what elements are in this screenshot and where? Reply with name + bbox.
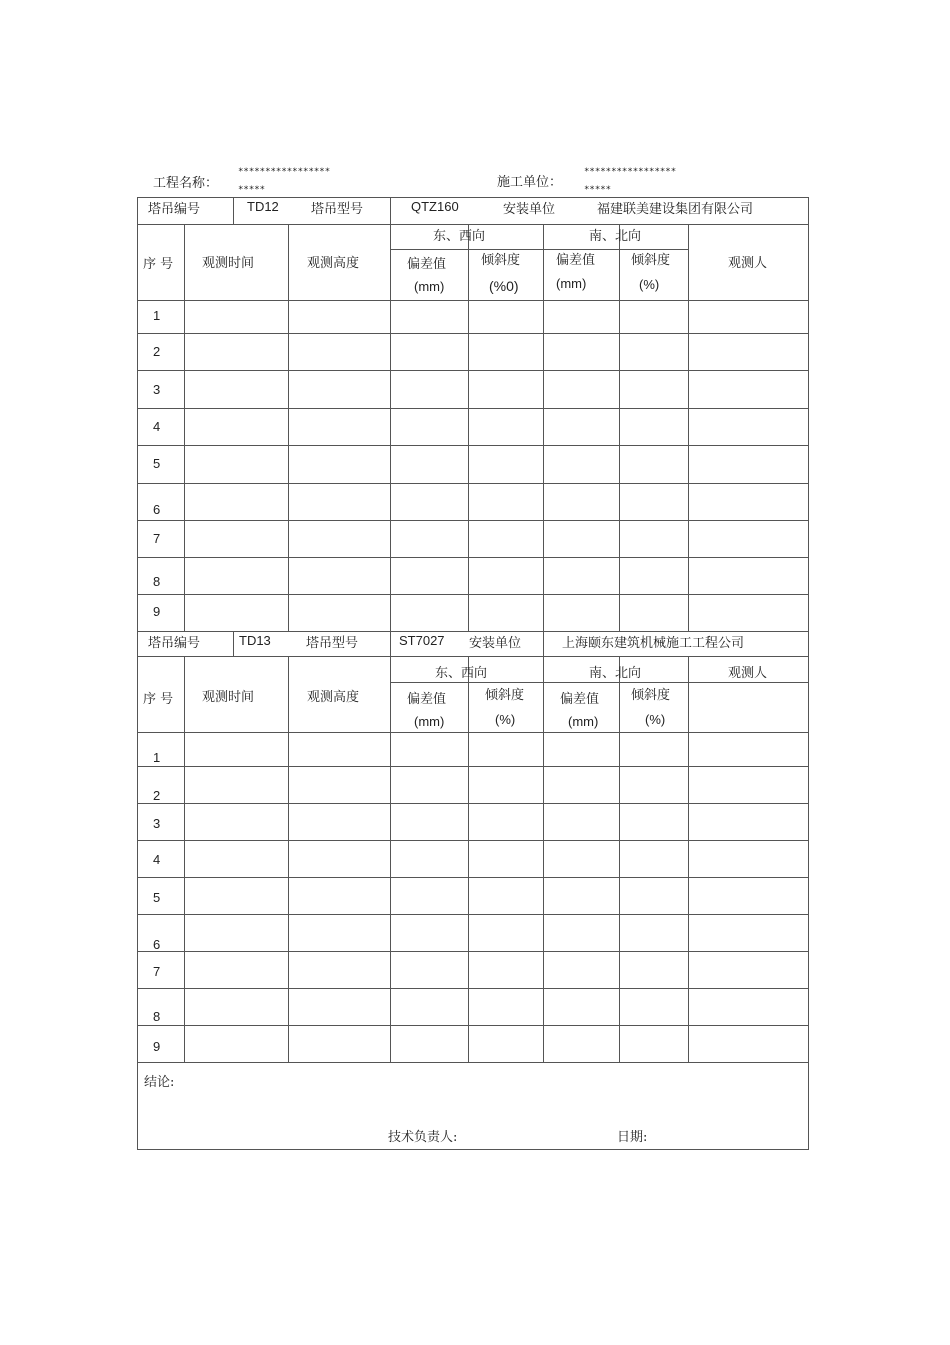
table-rule: [233, 631, 234, 656]
observer-header: 观测人: [728, 666, 768, 681]
crane-id-value: TD13: [239, 633, 271, 648]
table-rule: [233, 197, 234, 224]
ew-tilt-header: 倾斜度: [485, 688, 525, 703]
row-number: 5: [153, 456, 161, 471]
ns-deviation-header: 偏差值: [556, 253, 596, 268]
col-height-header: 观测高度: [307, 256, 360, 271]
table-rule: [137, 1149, 809, 1150]
row-number: 1: [153, 750, 161, 765]
col-height-header: 观测高度: [307, 690, 360, 705]
observer-header: 观测人: [728, 256, 768, 271]
installer-value: 福建联美建设集团有限公司: [597, 202, 754, 217]
table-rule: [137, 988, 809, 989]
table-rule: [137, 594, 809, 595]
row-number: 8: [153, 574, 161, 589]
table-rule: [137, 1025, 809, 1026]
ew-deviation-unit: (mm): [414, 279, 445, 294]
crane-model-label: 塔吊型号: [311, 202, 364, 217]
ew-tilt-unit: (%): [495, 712, 516, 727]
ns-deviation-header: 偏差值: [560, 692, 600, 707]
ew-deviation-header: 偏差值: [407, 692, 447, 707]
row-number: 2: [153, 788, 161, 803]
ns-deviation-unit: (mm): [556, 276, 587, 291]
table-rule: [137, 914, 809, 915]
table-rule: [137, 408, 809, 409]
ns-direction-header: 南、北向: [589, 229, 642, 244]
row-number: 4: [153, 852, 161, 867]
project-name-label: 工程名称：: [153, 176, 219, 191]
contractor-value: *****************: [584, 167, 677, 177]
ns-direction-header: 南、北向: [589, 666, 642, 681]
table-rule: [137, 520, 809, 521]
row-number: 6: [153, 502, 161, 517]
date-label: 日期:: [617, 1130, 648, 1145]
table-rule: [137, 300, 809, 301]
col-seq-header: 序 号: [143, 692, 174, 707]
row-number: 5: [153, 890, 161, 905]
ew-deviation-header: 偏差值: [407, 257, 447, 272]
table-rule: [543, 656, 544, 1062]
installer-label: 安装单位: [469, 636, 522, 651]
table-rule: [137, 951, 809, 952]
table-rule: [137, 483, 809, 484]
ew-direction-header: 东、西向: [435, 666, 488, 681]
col-time-header: 观测时间: [202, 256, 255, 271]
row-number: 8: [153, 1009, 161, 1024]
table-rule: [288, 224, 289, 631]
table-rule: [137, 877, 809, 878]
ns-tilt-header: 倾斜度: [631, 688, 671, 703]
crane-id-label: 塔吊编号: [148, 202, 201, 217]
project-name-value: *****************: [238, 167, 331, 177]
table-rule: [137, 445, 809, 446]
table-rule: [137, 732, 809, 733]
contractor-label: 施工单位：: [497, 175, 563, 190]
table-rule: [137, 803, 809, 804]
table-rule: [390, 197, 391, 224]
ns-tilt-unit: (%): [645, 712, 666, 727]
row-number: 6: [153, 937, 161, 952]
col-seq-header: 序 号: [143, 257, 174, 272]
crane-model-value: ST7027: [399, 633, 445, 648]
crane-id-label: 塔吊编号: [148, 636, 201, 651]
table-rule: [619, 656, 620, 1062]
tech-lead-label: 技术负责人:: [388, 1130, 458, 1145]
table-rule: [468, 656, 469, 1062]
table-rule: [543, 224, 544, 631]
col-time-header: 观测时间: [202, 690, 255, 705]
row-number: 7: [153, 964, 161, 979]
ns-tilt-unit: (%): [639, 277, 660, 292]
installer-label: 安装单位: [503, 202, 556, 217]
table-rule: [137, 557, 809, 558]
table-rule: [288, 656, 289, 1062]
contractor-value-cont: *****: [584, 185, 612, 195]
row-number: 9: [153, 604, 161, 619]
table-rule: [543, 631, 544, 656]
crane-model-value: QTZ160: [411, 199, 459, 214]
row-number: 2: [153, 344, 161, 359]
row-number: 9: [153, 1039, 161, 1054]
table-rule: [688, 656, 689, 1062]
row-number: 7: [153, 531, 161, 546]
table-rule: [184, 224, 185, 631]
row-number: 4: [153, 419, 161, 434]
table-rule: [137, 333, 809, 334]
conclusion-label: 结论:: [144, 1075, 175, 1090]
crane-model-label: 塔吊型号: [306, 636, 359, 651]
crane-id-value: TD12: [247, 199, 279, 214]
row-number: 1: [153, 308, 161, 323]
table-rule: [390, 224, 391, 631]
table-rule: [137, 840, 809, 841]
ns-deviation-unit: (mm): [568, 714, 599, 729]
table-rule: [137, 197, 138, 1149]
ew-tilt-header: 倾斜度: [481, 253, 521, 268]
table-rule: [390, 631, 391, 656]
table-rule: [390, 682, 809, 683]
table-rule: [137, 1062, 809, 1063]
row-number: 3: [153, 816, 161, 831]
table-rule: [808, 197, 809, 1149]
table-rule: [137, 656, 809, 657]
row-number: 3: [153, 382, 161, 397]
table-rule: [468, 224, 469, 631]
table-rule: [137, 370, 809, 371]
project-name-value-cont: *****: [238, 185, 266, 195]
installer-value: 上海颐东建筑机械施工工程公司: [562, 636, 745, 651]
table-rule: [390, 656, 391, 1062]
ew-tilt-unit: (%0): [489, 278, 519, 294]
table-rule: [619, 224, 620, 631]
table-rule: [688, 224, 689, 631]
ew-deviation-unit: (mm): [414, 714, 445, 729]
ns-tilt-header: 倾斜度: [631, 253, 671, 268]
table-rule: [137, 766, 809, 767]
table-rule: [184, 656, 185, 1062]
ew-direction-header: 东、西向: [433, 229, 486, 244]
